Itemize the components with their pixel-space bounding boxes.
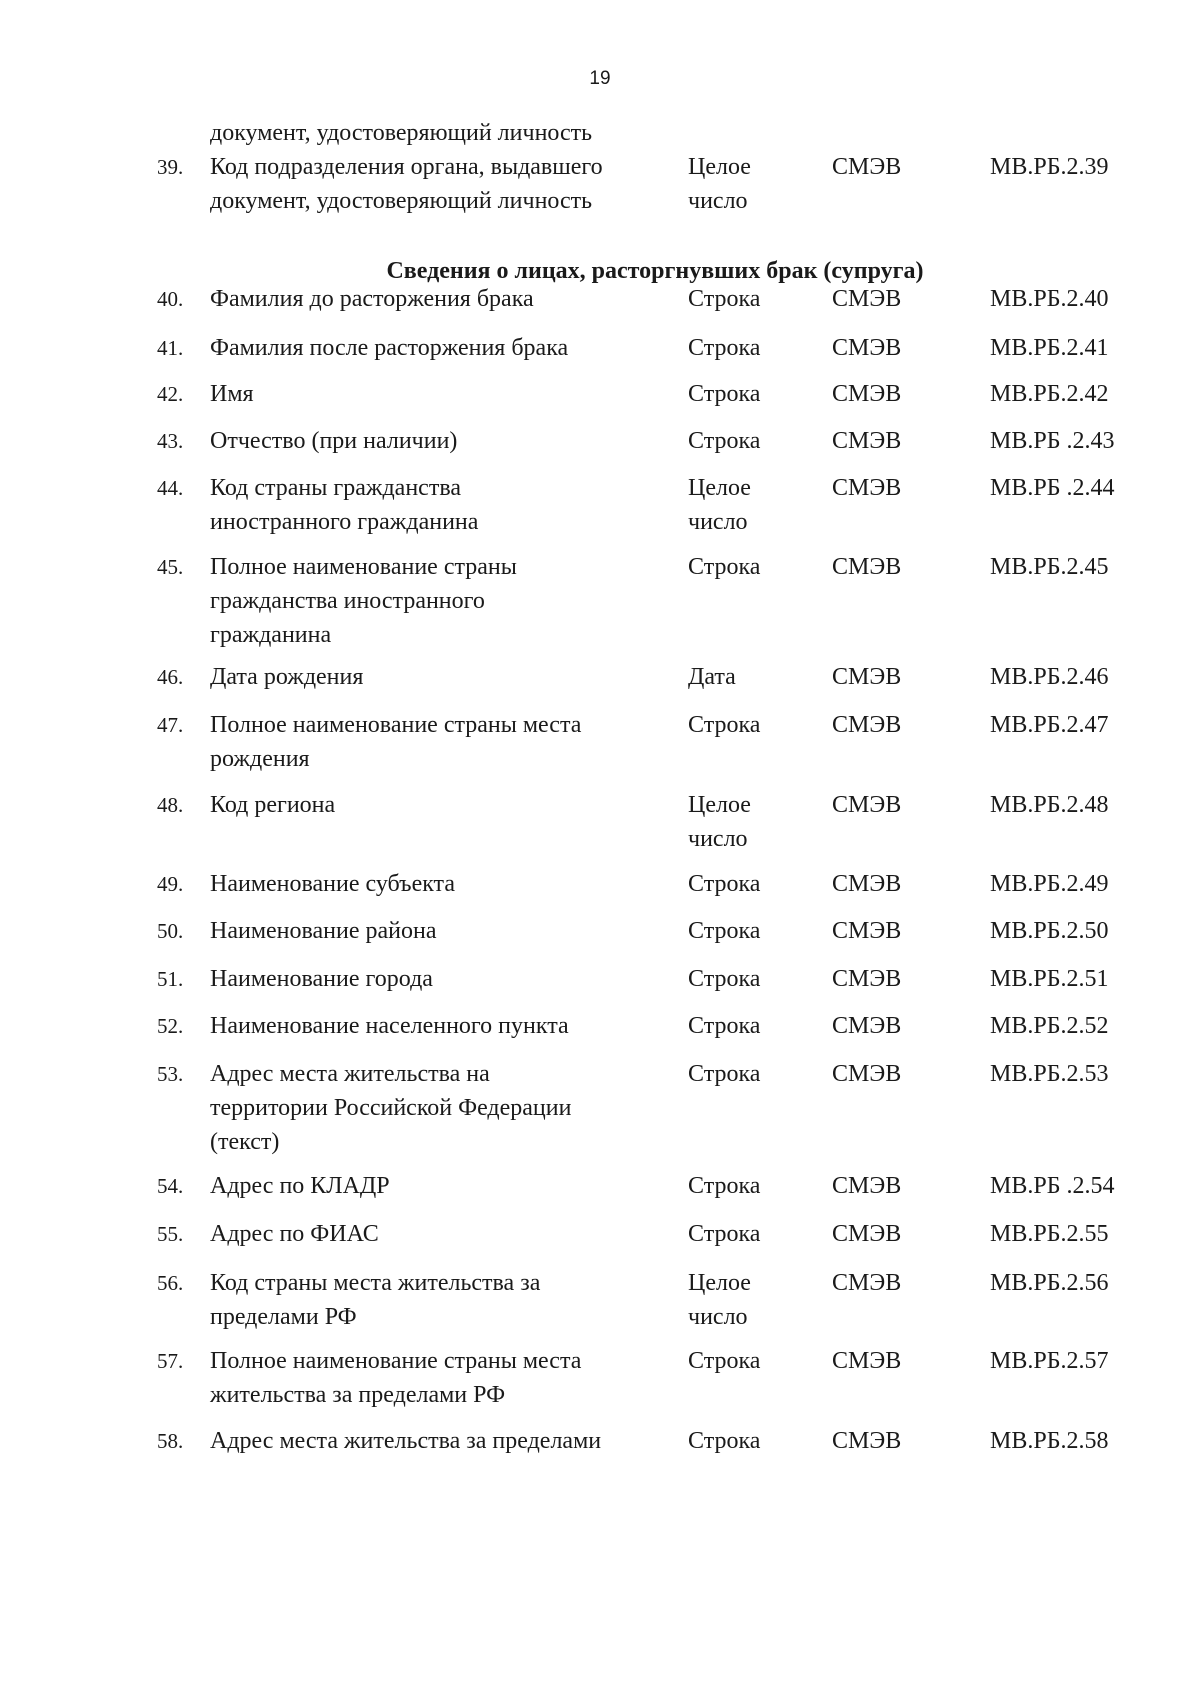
row-name-line: документ, удостоверяющий личность: [210, 188, 593, 214]
row-code: МВ.РБ.2.56: [990, 1270, 1109, 1296]
row-name: [210, 1057, 660, 1159]
row-type: [688, 1169, 798, 1203]
row-number: 57.: [157, 1349, 184, 1373]
row-code: МВ.РБ.2.51: [990, 966, 1109, 992]
row-number: 48.: [157, 793, 184, 817]
row-code: МВ.РБ .2.54: [990, 1173, 1115, 1199]
row-type: [688, 1009, 798, 1043]
row-type: [688, 660, 798, 694]
row-name-line: Код страны гражданства: [210, 475, 461, 501]
row-type: [688, 424, 798, 458]
row-source: СМЭВ: [832, 335, 902, 361]
row-code: МВ.РБ.2.55: [990, 1221, 1109, 1247]
row-code: МВ.РБ.2.46: [990, 664, 1109, 690]
row-name-line: иностранного гражданина: [210, 509, 479, 535]
row-code: МВ.РБ.2.52: [990, 1013, 1109, 1039]
row-name: [210, 914, 660, 948]
row-source: СМЭВ: [832, 381, 902, 407]
row-source: СМЭВ: [832, 1221, 902, 1247]
row-name: [210, 550, 660, 652]
row-type-line: Строка: [688, 1013, 761, 1039]
row-name-line: Код региона: [210, 792, 336, 818]
row-name-line: гражданина: [210, 622, 332, 648]
row-name-line: жительства за пределами РФ: [210, 1382, 506, 1408]
row-type-line: Дата: [688, 664, 736, 690]
row-name-line: рождения: [210, 746, 310, 772]
row-name-line: Фамилия до расторжения брака: [210, 286, 534, 312]
row-number: 45.: [157, 555, 184, 579]
row-type: [688, 1424, 798, 1458]
row-type-line: Строка: [688, 1428, 761, 1454]
row-code: МВ.РБ.2.57: [990, 1348, 1109, 1374]
section-heading: Сведения о лицах, расторгнувших брак (супруга): [386, 258, 924, 284]
row-type: [688, 1217, 798, 1251]
row-name: [210, 708, 660, 776]
row-number: 51.: [157, 967, 184, 991]
row-name: [210, 1424, 660, 1458]
row-number: 58.: [157, 1429, 184, 1453]
row-number: 53.: [157, 1062, 184, 1086]
row-type-line: Целое: [688, 475, 751, 501]
row-name-line: Наименование населенного пункта: [210, 1013, 569, 1039]
row-type-line: Строка: [688, 381, 761, 407]
row-name-line: Код страны места жительства за: [210, 1270, 541, 1296]
row-name-line: Наименование района: [210, 918, 437, 944]
row-type-line: число: [688, 826, 748, 852]
row-type: [688, 708, 798, 742]
row-name-line: гражданства иностранного: [210, 588, 485, 614]
row-name: [210, 788, 660, 822]
row-type-line: Строка: [688, 1061, 761, 1087]
row-type-line: Целое: [688, 154, 751, 180]
row-source: СМЭВ: [832, 1348, 902, 1374]
row-name-line: территории Российской Федерации: [210, 1095, 572, 1121]
row-code: МВ.РБ .2.44: [990, 475, 1115, 501]
row-type-line: число: [688, 188, 748, 214]
row-type-line: число: [688, 509, 748, 535]
row-name-line: Фамилия после расторжения брака: [210, 335, 569, 361]
row-type: [688, 331, 798, 365]
row-name-line: Полное наименование страны места: [210, 712, 582, 738]
row-name: [210, 1217, 660, 1251]
row-name: [210, 1169, 660, 1203]
row-name: [210, 867, 660, 901]
row-type-line: Строка: [688, 1221, 761, 1247]
row-code: МВ.РБ.2.48: [990, 792, 1109, 818]
row-name-line: Адрес места жительства на: [210, 1061, 490, 1087]
row-name-line: пределами РФ: [210, 1304, 357, 1330]
row-source: СМЭВ: [832, 712, 902, 738]
row-source: СМЭВ: [832, 554, 902, 580]
row-name-line: Имя: [210, 381, 254, 407]
row-code: МВ.РБ.2.42: [990, 381, 1109, 407]
row-name: [210, 471, 660, 539]
row-source: СМЭВ: [832, 1013, 902, 1039]
row-number: 50.: [157, 919, 184, 943]
row-type: [688, 867, 798, 901]
row-source: СМЭВ: [832, 1061, 902, 1087]
row-number: 54.: [157, 1174, 184, 1198]
row-type-line: Строка: [688, 286, 761, 312]
row-name-line: Полное наименование страны места: [210, 1348, 582, 1374]
row-name-line: Адрес места жительства за пределами: [210, 1428, 602, 1454]
row-type: [688, 377, 798, 411]
row-number: 40.: [157, 287, 184, 311]
row-type-line: Строка: [688, 966, 761, 992]
continuation-text: документ, удостоверяющий личность: [210, 120, 593, 146]
row-code: МВ.РБ.2.40: [990, 286, 1109, 312]
row-number: 55.: [157, 1222, 184, 1246]
row-source: СМЭВ: [832, 286, 902, 312]
row-name: [210, 150, 660, 218]
row-number: 39.: [157, 155, 184, 179]
row-source: СМЭВ: [832, 792, 902, 818]
row-type-line: Строка: [688, 1348, 761, 1374]
row-type: [688, 471, 798, 539]
row-name-line: Наименование субъекта: [210, 871, 455, 897]
row-code: МВ.РБ.2.58: [990, 1428, 1109, 1454]
row-source: СМЭВ: [832, 1270, 902, 1296]
row-name: [210, 1266, 660, 1334]
row-type: [688, 1057, 798, 1091]
row-name: [210, 660, 660, 694]
row-type: [688, 550, 798, 584]
row-number: 52.: [157, 1014, 184, 1038]
row-type-line: Строка: [688, 871, 761, 897]
row-number: 43.: [157, 429, 184, 453]
row-type-line: Строка: [688, 554, 761, 580]
row-code: МВ.РБ.2.41: [990, 335, 1109, 361]
row-code: МВ.РБ.2.50: [990, 918, 1109, 944]
row-code: МВ.РБ.2.53: [990, 1061, 1109, 1087]
row-type: [688, 788, 798, 856]
row-type: [688, 962, 798, 996]
row-type: [688, 282, 798, 316]
row-name-line: Отчество (при наличии): [210, 428, 458, 454]
row-code: МВ.РБ.2.45: [990, 554, 1109, 580]
row-number: 49.: [157, 872, 184, 896]
row-number: 47.: [157, 713, 184, 737]
row-code: МВ.РБ .2.43: [990, 428, 1115, 454]
row-name: [210, 962, 660, 996]
row-source: СМЭВ: [832, 1428, 902, 1454]
row-type: [688, 1266, 798, 1334]
row-source: СМЭВ: [832, 871, 902, 897]
row-type-line: Целое: [688, 1270, 751, 1296]
row-name-line: Код подразделения органа, выдавшего: [210, 154, 603, 180]
row-code: МВ.РБ.2.49: [990, 871, 1109, 897]
row-number: 42.: [157, 382, 184, 406]
row-type: [688, 150, 798, 218]
row-name-line: (текст): [210, 1129, 280, 1155]
row-number: 44.: [157, 476, 184, 500]
row-source: СМЭВ: [832, 154, 902, 180]
row-name: [210, 282, 660, 316]
row-name-line: Наименование города: [210, 966, 433, 992]
row-type-line: Целое: [688, 792, 751, 818]
row-type-line: Строка: [688, 428, 761, 454]
row-type-line: Строка: [688, 712, 761, 738]
row-number: 41.: [157, 336, 184, 360]
page-number: 19: [589, 68, 611, 89]
row-name: [210, 424, 660, 458]
row-type: [688, 1344, 798, 1378]
row-source: СМЭВ: [832, 664, 902, 690]
row-code: МВ.РБ.2.39: [990, 154, 1109, 180]
row-type-line: Строка: [688, 335, 761, 361]
row-code: МВ.РБ.2.47: [990, 712, 1109, 738]
row-name-line: Дата рождения: [210, 664, 364, 690]
row-source: СМЭВ: [832, 428, 902, 454]
row-name: [210, 377, 660, 411]
row-type-line: число: [688, 1304, 748, 1330]
row-source: СМЭВ: [832, 475, 902, 501]
row-number: 46.: [157, 665, 184, 689]
row-name: [210, 331, 660, 365]
row-name-line: Адрес по КЛАДР: [210, 1173, 390, 1199]
row-name: [210, 1009, 660, 1043]
row-type: [688, 914, 798, 948]
row-source: СМЭВ: [832, 1173, 902, 1199]
row-name-line: Полное наименование страны: [210, 554, 517, 580]
row-source: СМЭВ: [832, 966, 902, 992]
row-source: СМЭВ: [832, 918, 902, 944]
row-type-line: Строка: [688, 1173, 761, 1199]
row-name: [210, 1344, 660, 1412]
row-type-line: Строка: [688, 918, 761, 944]
row-name-line: Адрес по ФИАС: [210, 1221, 379, 1247]
row-number: 56.: [157, 1271, 184, 1295]
